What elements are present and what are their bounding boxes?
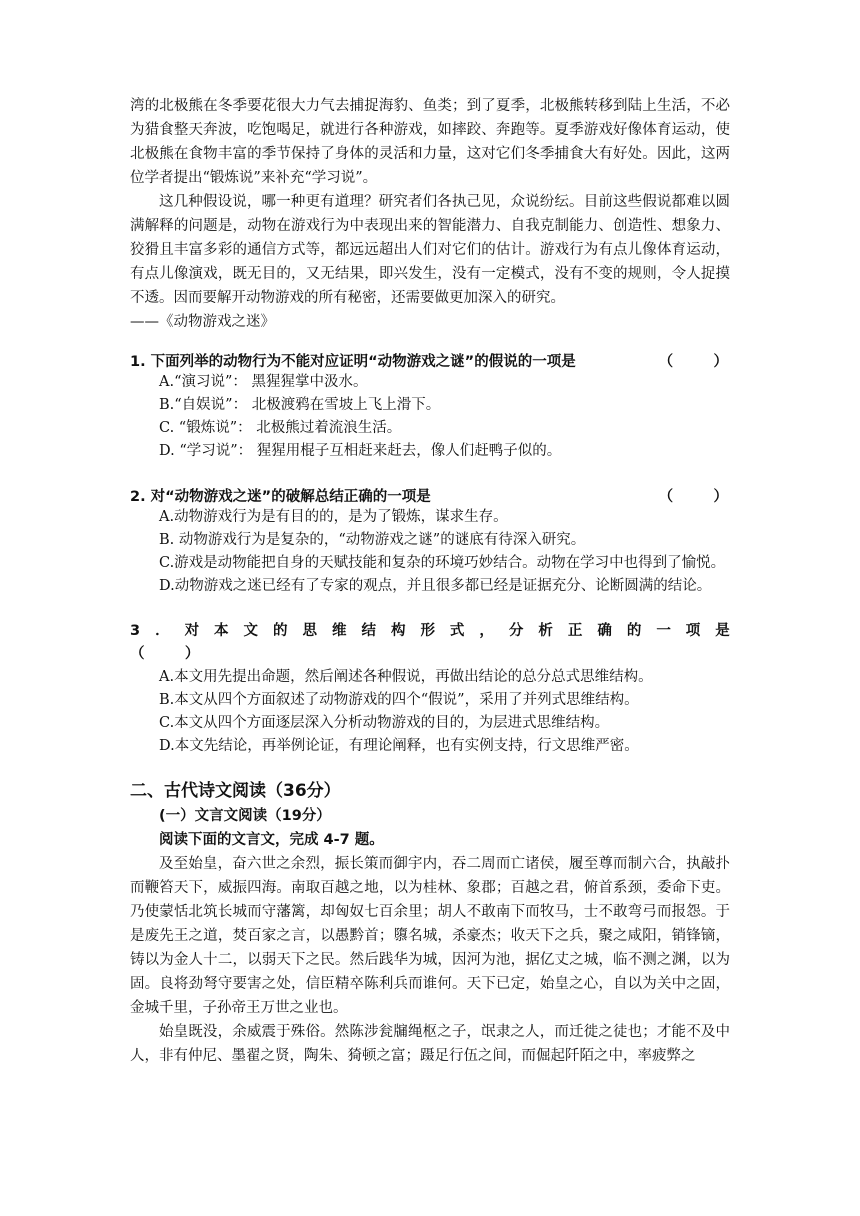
question-1-option-c: C. “锻炼说”： 北极熊过着流浪生活。 bbox=[159, 420, 402, 436]
answer-blank: （ ） bbox=[658, 354, 728, 370]
question-3-stem-char: 一 bbox=[656, 623, 671, 639]
question-2-text: 2. 对“动物游戏之迷”的破解总结正确的一项是 bbox=[130, 489, 431, 505]
question-3-stem-char: 3 bbox=[130, 623, 141, 639]
question-3-stem-char: 对 bbox=[184, 623, 200, 639]
passage-paragraph: 这几种假设说，哪一种更有道理？研究者们各执己见，众说纷纭。目前这些假说都难以圆满解释的问题是，动物在游戏行为中表现出来的智能潜力、自我克制能力、创造性、想象力、狡猾且丰富多彩的通信方式等，都远远超出人们对它们的估计。游戏行为有点儿像体育运动，有点儿像演戏，既无目的，又无结果，即兴发生，没有一定模式，没有不变的规则，令人捉摸不透。因而要解开动物游戏的所有秘密，还需要做更加深入的研究。 bbox=[130, 194, 730, 306]
question-3-stem-char: 思 bbox=[302, 623, 317, 639]
question-3-stem-char: 确 bbox=[597, 623, 612, 639]
passage-paragraph: 湾的北极熊在冬季要花很大力气去捕捉海豹、鱼类；到了夏季，北极熊转移到陆上生活，不必为猎食整天奔波，吃饱喝足，就进行各种游戏，如摔跤、奔跑等。夏季游戏好像体育运动，使北极熊在食物丰富的季节保持了身体的灵活和力量，这对它们冬季捕食大有好处。因此，这两位学者提出“锻炼说”来补充“学习说”。 bbox=[130, 98, 730, 186]
answer-blank: （ ） bbox=[658, 489, 728, 505]
question-3-stem-char: 文 bbox=[243, 623, 259, 639]
question-3-stem-char: ． bbox=[155, 623, 170, 639]
subsection-heading: (一）文言文阅读（19分） bbox=[159, 808, 331, 824]
question-1-stem bbox=[130, 350, 730, 371]
question-3-option-a: A.本文用先提出命题，然后阐述各种假说，再做出结论的总分总式思维结构。 bbox=[159, 669, 653, 685]
section-heading: 二、古代诗文阅读（36分） bbox=[130, 781, 341, 801]
answer-blank: （ ） bbox=[130, 646, 200, 662]
question-2-option-b: B. 动物游戏行为是复杂的，“动物游戏之谜”的谜底有待深入研究。 bbox=[159, 532, 586, 548]
question-3-text bbox=[130, 620, 730, 643]
question-3-option-c: C.本文从四个方面逐层深入分析动物游戏的目的，为层进式思维结构。 bbox=[159, 715, 610, 731]
classical-paragraph: 及至始皇，奋六世之余烈，振长策而御宇内，吞二周而亡诸侯，履至尊而制六合，执敲扑而鞭笞天下，威振四海。南取百越之地，以为桂林、象郡；百越之君，俯首系颈，委命下吏。乃使蒙恬北筑长城而守藩篱，却匈奴七百余里；胡人不敢南下而牧马，士不敢弯弓而报怨。于是废先王之道，焚百家之言，以愚黔首；隳名城，杀豪杰；收天下之兵，聚之咸阳，销锋镝，铸以为金人十二，以弱天下之民。然后践华为城，因河为池，据亿丈之城，临不测之渊，以为固。良将劲弩守要害之处，信臣精卒陈利兵而谁何。天下已定，始皇之心，自以为关中之固，金城千里，子孙帝王万世之业也。 bbox=[130, 856, 730, 1016]
passage-source: ——《动物游戏之迷》 bbox=[130, 314, 275, 330]
question-3-stem-char: ， bbox=[479, 623, 494, 639]
question-1-option-d: D. “学习说”： 猩猩用棍子互相赶来赶去，像人们赶鸭子似的。 bbox=[159, 443, 562, 459]
question-3-stem-char: 析 bbox=[538, 623, 553, 639]
question-3-stem-char: 本 bbox=[214, 623, 229, 639]
question-3-stem-char: 是 bbox=[715, 623, 730, 639]
question-3-stem-char: 形 bbox=[420, 623, 435, 639]
instruction-text: 阅读下面的文言文，完成 4-7 题。 bbox=[159, 832, 384, 848]
question-3-option-b: B.本文从四个方面叙述了动物游戏的四个“假说”，采用了并列式思维结构。 bbox=[159, 692, 639, 708]
question-2-stem bbox=[130, 485, 730, 506]
question-1-option-b: B.“自娱说”： 北极渡鸦在雪坡上飞上滑下。 bbox=[159, 397, 441, 413]
question-1-option-a: A.“演习说”： 黑猩猩掌中汲水。 bbox=[159, 374, 368, 390]
question-3-option-d: D.本文先结论，再举例论证，有理论阐释，也有实例支持，行文思维严密。 bbox=[159, 738, 639, 754]
classical-paragraph: 始皇既没，余威震于殊俗。然陈涉瓮牖绳枢之子，氓隶之人，而迁徙之徒也；才能不及中人，非有仲尼、墨翟之贤，陶朱、猗顿之富；蹑足行伍之间，而倔起阡陌之中，率疲弊之 bbox=[130, 1024, 730, 1064]
question-2-option-c: C.游戏是动物能把自身的天赋技能和复杂的环境巧妙结合。动物在学习中也得到了愉悦。 bbox=[159, 555, 726, 571]
question-1-text: 1. 下面列举的动物行为不能对应证明“动物游戏之谜”的假说的一项是 bbox=[130, 354, 576, 370]
question-2-option-d: D.动物游戏之迷已经有了专家的观点，并且很多都已经是证据充分、论断圆满的结论。 bbox=[159, 578, 712, 594]
question-3-stem-char: 分 bbox=[508, 623, 524, 639]
question-3-stem-char: 维 bbox=[331, 623, 347, 639]
question-3-stem-char: 的 bbox=[273, 623, 288, 639]
question-3-stem-char: 项 bbox=[685, 623, 701, 639]
question-3-stem-char: 构 bbox=[390, 623, 406, 639]
question-3-stem-char: 结 bbox=[361, 623, 376, 639]
document-content bbox=[130, 94, 730, 1068]
question-3-stem bbox=[130, 620, 730, 666]
question-3-stem-char: 正 bbox=[567, 623, 583, 639]
question-3-stem-char: 的 bbox=[626, 623, 642, 639]
question-2-option-a: A.动物游戏行为是有目的的，是为了锻炼，谋求生存。 bbox=[159, 509, 508, 525]
question-3-stem-char: 式 bbox=[449, 623, 465, 639]
